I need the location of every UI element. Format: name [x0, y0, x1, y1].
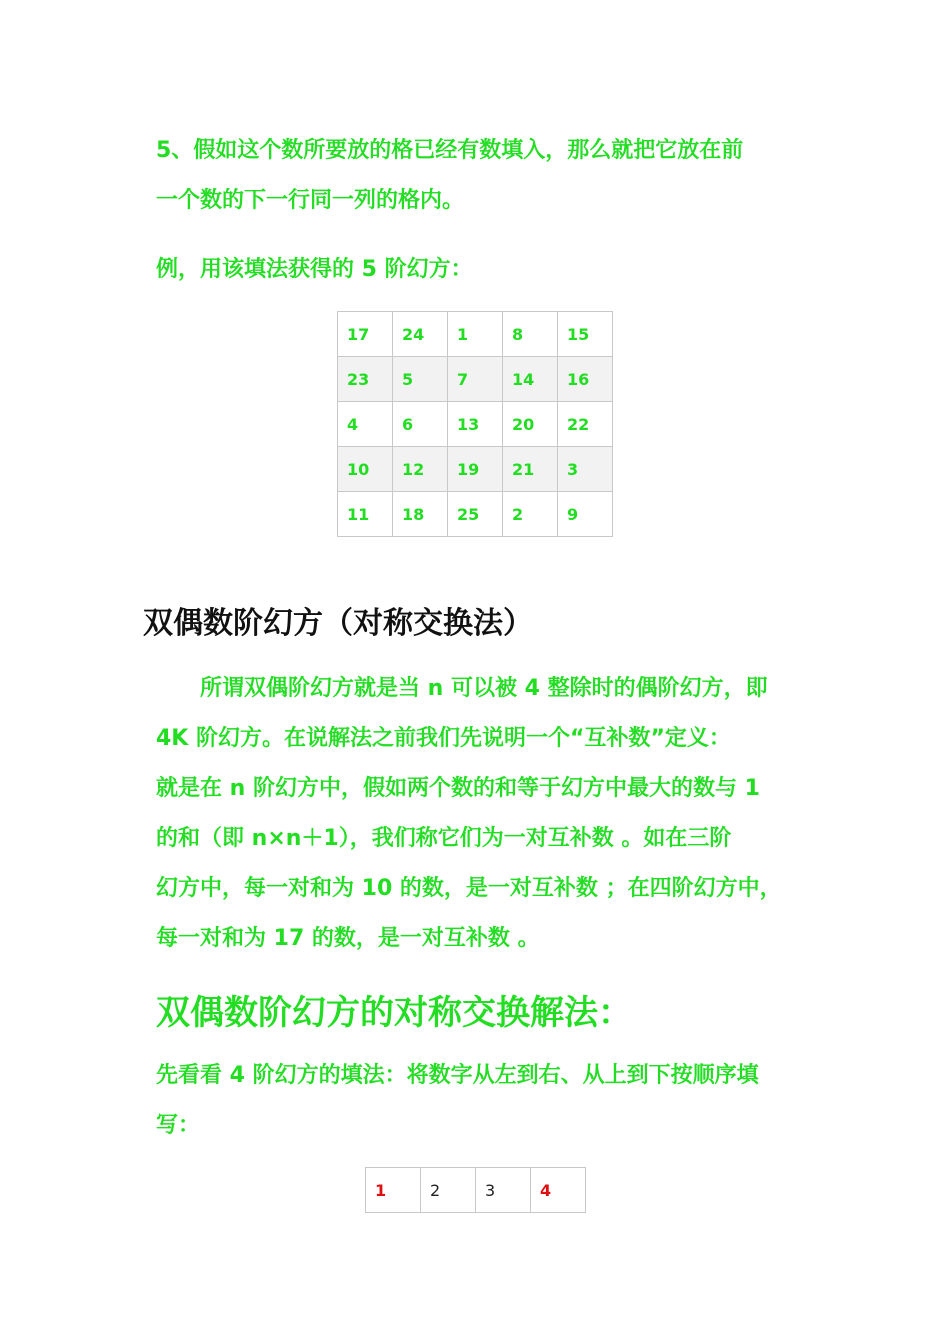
table-cell: 3: [558, 447, 613, 492]
table-cell: 2: [421, 1168, 476, 1213]
table-cell: 20: [503, 402, 558, 447]
table-cell: 1: [448, 312, 503, 357]
table-cell: 4: [338, 402, 393, 447]
rule5-line-1: 5、假如这个数所要放的格已经有数填入，那么就把它放在前: [156, 138, 744, 163]
magic-square-5: [337, 311, 613, 537]
para-line-2: 4K 阶幻方。在说解法之前我们先说明一个“互补数”定义：: [156, 726, 731, 751]
para-line-4: 的和（即 n×n＋1），我们称它们为一对互补数 。如在三阶: [156, 826, 732, 851]
table-cell: 6: [393, 402, 448, 447]
table-row: [338, 402, 613, 447]
table-cell: 1: [366, 1168, 421, 1213]
table-row: [338, 312, 613, 357]
heading-even-order: 双偶数阶幻方（对称交换法）: [143, 606, 533, 641]
table-cell: 23: [338, 357, 393, 402]
table-cell: 4: [531, 1168, 586, 1213]
table-cell: 10: [338, 447, 393, 492]
table-cell: 3: [476, 1168, 531, 1213]
table-cell: 9: [558, 492, 613, 537]
step-paragraph: [156, 1051, 759, 1151]
table-row: [338, 447, 613, 492]
rule5-line-2: 一个数的下一行同一列的格内。: [156, 188, 465, 213]
heading-method: 双偶数阶幻方的对称交换解法：: [156, 993, 632, 1033]
table-cell: 8: [503, 312, 558, 357]
table-cell: 7: [448, 357, 503, 402]
table-cell: 12: [393, 447, 448, 492]
table-row: [338, 357, 613, 402]
para-line-1: 所谓双偶阶幻方就是当 n 可以被 4 整除时的偶阶幻方，即: [200, 676, 768, 701]
para-line-3: 就是在 n 阶幻方中，假如两个数的和等于幻方中最大的数与 1: [156, 776, 760, 801]
table-row: [366, 1168, 586, 1213]
complement-paragraph: [156, 664, 782, 964]
table-cell: 2: [503, 492, 558, 537]
table-cell: 18: [393, 492, 448, 537]
four-order-first-row: [365, 1167, 586, 1213]
table-cell: 25: [448, 492, 503, 537]
example-intro: [156, 245, 473, 295]
step-line-1: 先看看 4 阶幻方的填法：将数字从左到右、从上到下按顺序填: [156, 1063, 759, 1088]
table-cell: 16: [558, 357, 613, 402]
rule5-paragraph: [156, 126, 743, 226]
table-cell: 5: [393, 357, 448, 402]
table-cell: 11: [338, 492, 393, 537]
table-cell: 15: [558, 312, 613, 357]
table-cell: 14: [503, 357, 558, 402]
table-cell: 21: [503, 447, 558, 492]
para-line-5: 幻方中，每一对和为 10 的数，是一对互补数 ；在四阶幻方中，: [156, 876, 782, 901]
example-intro-text: 例，用该填法获得的 5 阶幻方：: [156, 257, 473, 282]
table-row: [338, 492, 613, 537]
table-cell: 17: [338, 312, 393, 357]
table-cell: 24: [393, 312, 448, 357]
table-cell: 22: [558, 402, 613, 447]
table-cell: 19: [448, 447, 503, 492]
para-line-6: 每一对和为 17 的数，是一对互补数 。: [156, 926, 540, 951]
table-cell: 13: [448, 402, 503, 447]
step-line-2: 写：: [156, 1113, 201, 1138]
